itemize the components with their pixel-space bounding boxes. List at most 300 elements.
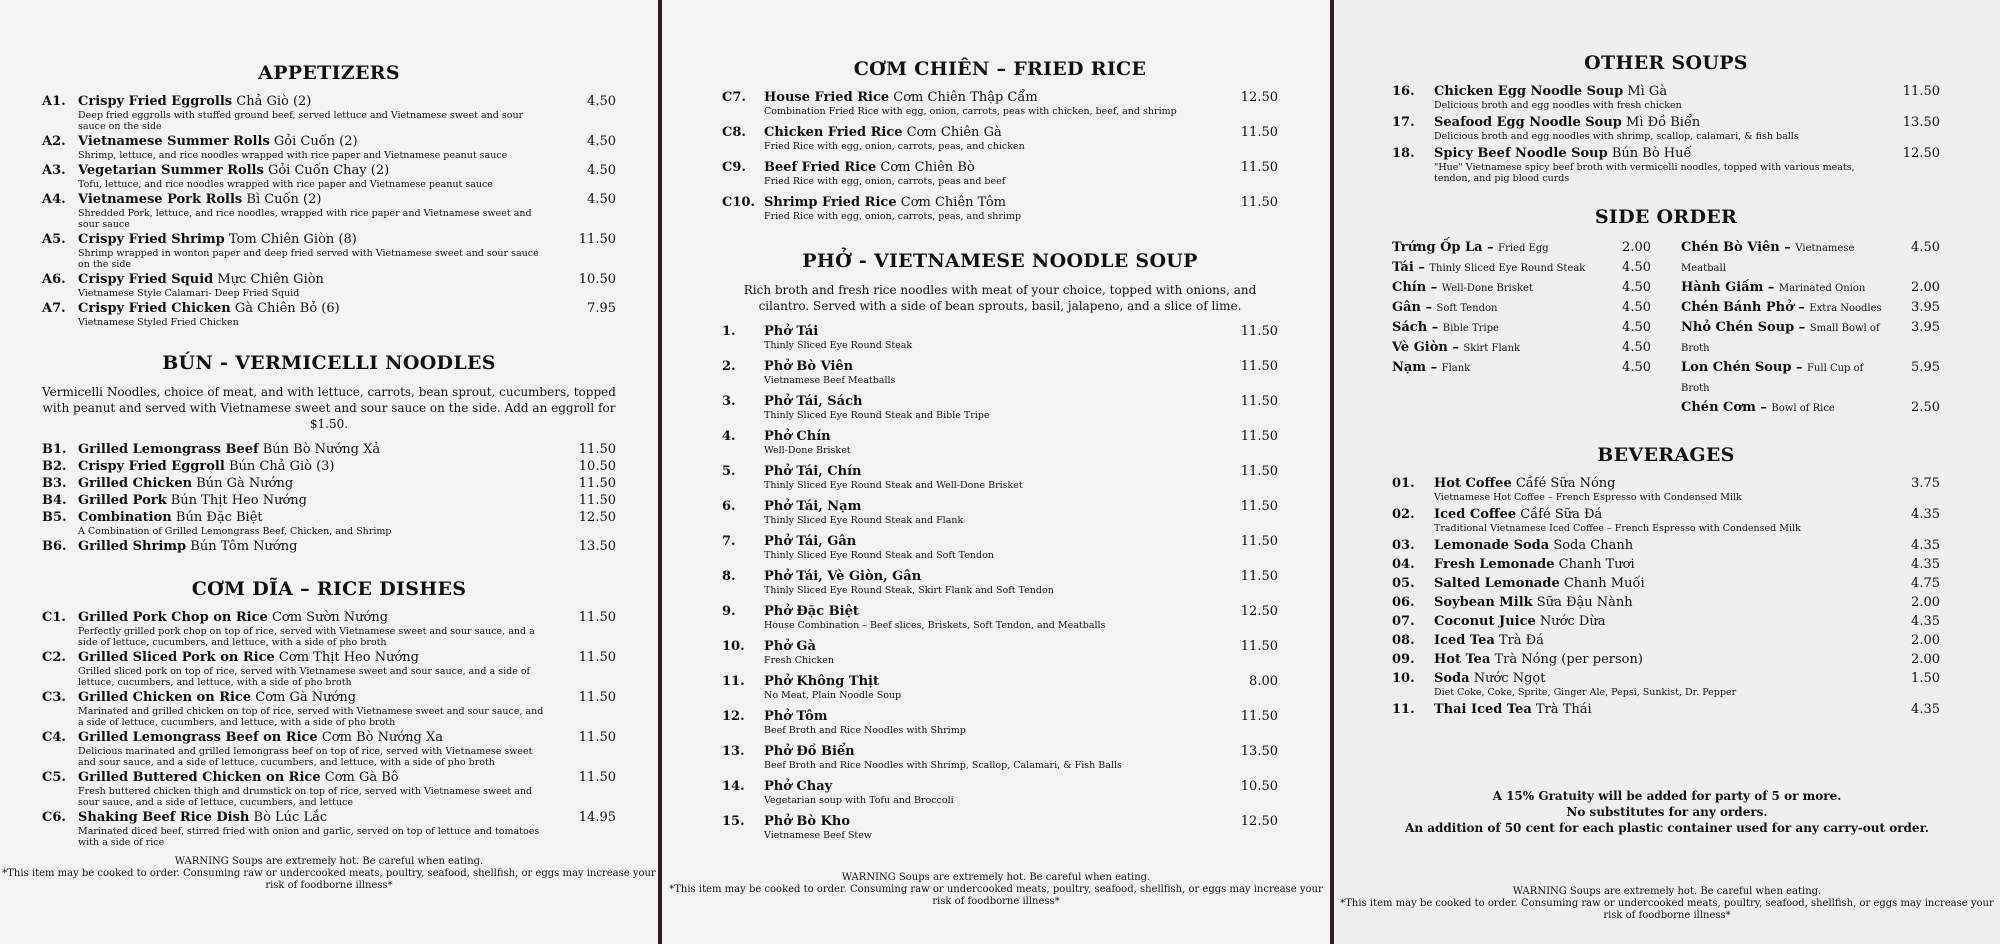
item-name: Phở Tái — [764, 324, 819, 339]
item-description: Beef Broth and Rice Noodles with Shrimp, Scallop, Calamari, & Fish Balls — [764, 760, 1122, 771]
side-item-name-wrap: Tái – Thinly Sliced Eye Round Steak — [1392, 260, 1586, 275]
beverages-title: BEVERAGES — [1597, 444, 1735, 466]
side-item-description: Full Cup of Broth — [1681, 363, 1864, 394]
menu-item — [722, 125, 1278, 152]
item-description: Shrimp wrapped in wonton paper and deep fried served with Vietnamese sweet and sour sauce on the side — [78, 248, 539, 270]
menu-item — [722, 160, 1278, 187]
menu-item — [42, 163, 616, 190]
menu-item — [722, 534, 1278, 561]
menu-item — [722, 394, 1278, 421]
menu-item — [1392, 614, 1940, 629]
menu-item — [42, 272, 616, 299]
side-item-name: Trứng Ốp La — [1392, 240, 1483, 255]
item-name: Chicken Egg Noodle Soup — [1434, 84, 1624, 99]
side-order-left — [1392, 238, 1651, 418]
menu-item — [42, 476, 616, 491]
page-1-footer — [0, 856, 658, 892]
item-body — [1434, 671, 1882, 698]
menu-item — [722, 814, 1278, 841]
notice — [1334, 788, 2000, 836]
item-code: A4. — [42, 192, 66, 207]
side-item-name: Lon Chén Soup — [1681, 360, 1792, 375]
item-name: Phở Đặc Biệt — [764, 604, 859, 619]
item-price: 12.50 — [578, 510, 616, 525]
item-body — [764, 324, 1220, 351]
side-item-name: Chén Bò Viên — [1681, 240, 1780, 255]
item-body — [78, 192, 558, 230]
side-item-price: 4.50 — [1622, 340, 1651, 355]
menu-item — [1392, 476, 1940, 503]
item-price: 4.35 — [1911, 507, 1940, 522]
item-price: 11.50 — [1240, 499, 1278, 514]
item-body — [78, 163, 558, 190]
item-code: B5. — [42, 510, 67, 525]
item-code: A5. — [42, 232, 66, 247]
item-body — [764, 569, 1220, 596]
substitutes-notice: No substitutes for any orders. — [1566, 805, 1768, 819]
item-viet-name: Mực Chiên Giòn — [217, 272, 324, 287]
menu-item — [42, 510, 616, 537]
bun-list — [42, 442, 616, 554]
menu-item — [722, 639, 1278, 666]
item-body — [1434, 702, 1882, 717]
side-item-name-wrap: Trứng Ốp La – Fried Egg — [1392, 240, 1549, 255]
item-viet-name: Sữa Đậu Nành — [1536, 595, 1633, 610]
item-price: 4.35 — [1911, 614, 1940, 629]
menu-item — [42, 493, 616, 508]
side-item — [1392, 318, 1651, 338]
menu-item — [42, 459, 616, 474]
item-description: Grilled sliced pork on top of rice, served with Vietnamese sweet and sour sauce, and a side of lettuce, cucumbers, and lettuce, with a side of pho broth — [78, 666, 531, 688]
item-price: 4.75 — [1911, 576, 1940, 591]
item-code: 8. — [722, 569, 736, 584]
menu-item — [42, 301, 616, 328]
item-body — [1434, 84, 1882, 111]
item-description: Beef Broth and Rice Noodles with Shrimp — [764, 725, 966, 736]
item-body — [764, 709, 1220, 736]
item-body — [78, 301, 558, 328]
pho-title: PHỞ - VIETNAMESE NOODLE SOUP — [802, 250, 1198, 272]
side-item-description: Flank — [1441, 363, 1471, 374]
item-description: "Hue" Vietnamese spicy beef broth with vermicelli noodles, topped with various meats, tendon, and pig blood curds — [1434, 162, 1855, 184]
item-viet-name: Chanh Tươi — [1558, 557, 1635, 572]
item-viet-name: Bò Lúc Lắc — [253, 810, 328, 825]
item-name: Spicy Beef Noodle Soup — [1434, 146, 1608, 161]
item-viet-name: Gỏi Cuốn (2) — [273, 134, 358, 149]
menu-item — [722, 499, 1278, 526]
item-code: 3. — [722, 394, 736, 409]
side-item — [1681, 278, 1940, 298]
item-body — [78, 510, 558, 537]
item-name: Thai Iced Tea — [1434, 702, 1532, 717]
menu-item — [42, 770, 616, 808]
item-name: Phở Gà — [764, 639, 816, 654]
item-code: 07. — [1392, 614, 1415, 629]
side-item-description: Skirt Flank — [1463, 343, 1521, 354]
item-code: C8. — [722, 125, 746, 140]
side-item-price: 2.50 — [1911, 400, 1940, 415]
side-item-price: 2.00 — [1911, 280, 1940, 295]
item-code: A7. — [42, 301, 66, 316]
side-item — [1681, 398, 1940, 418]
item-code: B3. — [42, 476, 67, 491]
item-body — [1434, 476, 1882, 503]
side-order-right — [1681, 238, 1940, 418]
item-viet-name: Gà Chiên Bỏ (6) — [234, 301, 340, 316]
item-price: 10.50 — [578, 272, 616, 287]
item-code: 11. — [1392, 702, 1415, 717]
item-price: 11.50 — [578, 730, 616, 745]
menu-item — [722, 359, 1278, 386]
item-price: 3.75 — [1911, 476, 1940, 491]
item-name: Grilled Shrimp — [78, 539, 187, 554]
item-body — [764, 779, 1220, 806]
item-price: 11.50 — [1902, 84, 1940, 99]
item-price: 11.50 — [578, 476, 616, 491]
side-item-name-wrap: Chén Cơm – Bowl of Rice — [1681, 400, 1835, 415]
item-code: 9. — [722, 604, 736, 619]
item-viet-name: Bún Chả Giò (3) — [228, 459, 335, 474]
item-body — [1434, 538, 1882, 553]
menu-item — [722, 674, 1278, 701]
item-viet-name: Cơm Sườn Nướng — [271, 610, 389, 625]
com-dia-title: CƠM DĨA – RICE DISHES — [191, 578, 467, 600]
item-description: Vietnamese Beef Meatballs — [764, 375, 896, 386]
item-code: 05. — [1392, 576, 1415, 591]
item-code: 4. — [722, 429, 736, 444]
item-viet-name: Bún Bò Nướng Xả — [262, 442, 381, 457]
item-viet-name: Mì Đồ Biển — [1626, 115, 1701, 130]
disclaimer-text: *This item may be cooked to order. Consuming raw or undercooked meats, poultry, seafood, shellfish, or eggs may increase your risk of foodborne illness* — [1340, 898, 1994, 921]
menu-item — [722, 779, 1278, 806]
item-name: Phở Tái, Chín — [764, 464, 862, 479]
warning-text: WARNING Soups are extremely hot. Be careful when eating. — [1512, 886, 1822, 897]
item-code: B4. — [42, 493, 67, 508]
item-viet-name: Nước Dừa — [1539, 614, 1606, 629]
disclaimer-text: *This item may be cooked to order. Consuming raw or undercooked meats, poultry, seafood, shellfish, or eggs may increase your risk of foodborne illness* — [2, 868, 656, 891]
item-viet-name: Bún Tôm Nướng — [190, 539, 298, 554]
item-price: 11.50 — [1240, 569, 1278, 584]
item-code: B1. — [42, 442, 67, 457]
item-price: 11.50 — [578, 770, 616, 785]
item-description: Diet Coke, Coke, Sprite, Ginger Ale, Pepsi, Sunkist, Dr. Pepper — [1434, 687, 1737, 698]
item-description: Vietnamese Hot Coffee – French Espresso with Condensed Milk — [1434, 492, 1742, 503]
pho-description: Rich broth and fresh rice noodles with meat of your choice, topped with onions, and cilantro. Served with a side of bean sprouts, basil, jalapeno, and a slice of lime. — [743, 283, 1257, 313]
item-viet-name: Cơm Chiên Tôm — [900, 195, 1006, 210]
item-code: 13. — [722, 744, 745, 759]
item-description: Fried Rice with egg, onion, carrots, peas, and chicken — [764, 141, 1025, 152]
item-name: Grilled Chicken — [78, 476, 193, 491]
item-viet-name: Gỏi Cuốn Chay (2) — [267, 163, 390, 178]
item-viet-name: Cơm Bò Nướng Xa — [321, 730, 443, 745]
item-name: Chicken Fried Rice — [764, 125, 903, 140]
item-description: Thinly Sliced Eye Round Steak and Bible Tripe — [764, 410, 990, 421]
side-item-name: Vè Giòn — [1392, 340, 1448, 355]
item-body — [1434, 576, 1882, 591]
item-name: Combination — [78, 510, 172, 525]
item-description: No Meat, Plain Noodle Soup — [764, 690, 902, 701]
item-body — [1434, 633, 1882, 648]
menu-page-3 — [1334, 0, 2000, 944]
appetizers-list — [42, 94, 616, 328]
item-description: Thinly Sliced Eye Round Steak and Soft Tendon — [764, 550, 994, 561]
item-name: Phở Tái, Gân — [764, 534, 857, 549]
item-price: 14.95 — [578, 810, 616, 825]
side-item — [1392, 298, 1651, 318]
item-name: Phở Tái, Nạm — [764, 499, 862, 514]
item-name: Grilled Sliced Pork on Rice — [78, 650, 275, 665]
item-price: 4.50 — [587, 192, 616, 207]
side-item-name-wrap: Sách – Bible Tripe — [1392, 320, 1499, 335]
item-body — [764, 499, 1220, 526]
item-price: 11.50 — [578, 442, 616, 457]
side-item-name: Chén Bánh Phở — [1681, 300, 1794, 315]
item-name: Phở Bò Viên — [764, 359, 854, 374]
side-item-name-wrap: Gân – Soft Tendon — [1392, 300, 1498, 315]
item-body — [78, 610, 558, 648]
item-code: 17. — [1392, 115, 1415, 130]
menu-item — [1392, 146, 1940, 184]
side-item — [1392, 338, 1651, 358]
item-name: House Fried Rice — [764, 90, 890, 105]
item-body — [764, 604, 1220, 631]
item-code: 10. — [722, 639, 745, 654]
item-viet-name: Nước Ngọt — [1473, 671, 1546, 686]
item-price: 11.50 — [1240, 709, 1278, 724]
item-price: 11.50 — [1240, 429, 1278, 444]
item-viet-name: Trà Nóng (per person) — [1494, 652, 1643, 667]
item-price: 4.35 — [1911, 702, 1940, 717]
item-description: Shredded Pork, lettuce, and rice noodles, wrapped with rice paper and Vietnamese sweet and sour sauce — [78, 208, 532, 230]
item-code: 04. — [1392, 557, 1415, 572]
item-price: 2.00 — [1911, 652, 1940, 667]
item-code: B6. — [42, 539, 67, 554]
item-code: C6. — [42, 810, 66, 825]
side-item-name: Chín — [1392, 280, 1427, 295]
item-viet-name: Mì Gà — [1627, 84, 1668, 99]
appetizers-title: APPETIZERS — [258, 62, 400, 84]
item-name: Phở Tôm — [764, 709, 828, 724]
side-item-name: Gân — [1392, 300, 1421, 315]
side-item-name-wrap: Chín – Well-Done Brisket — [1392, 280, 1533, 295]
container-notice: An addition of 50 cent for each plastic container used for any carry-out order. — [1405, 821, 1929, 835]
side-item-name-wrap: Chén Bánh Phở – Extra Noodles — [1681, 300, 1882, 315]
item-code: C9. — [722, 160, 746, 175]
menu-item — [1392, 633, 1940, 648]
item-description: Fried Rice with egg, onion, carrots, peas and beef — [764, 176, 1006, 187]
item-description: Delicious marinated and grilled lemongrass beef on top of rice, served with Vietnamese sweet and sour sauce, and a side of lettuce, cucumbers, and lettuce, with a side of pho broth — [78, 746, 533, 768]
menu-item — [1392, 507, 1940, 534]
side-item-price: 4.50 — [1622, 300, 1651, 315]
side-item-price: 4.50 — [1622, 320, 1651, 335]
menu-item — [42, 690, 616, 728]
item-body — [1434, 614, 1882, 629]
item-description: Delicious broth and egg noodles with shrimp, scallop, calamari, & fish balls — [1434, 131, 1799, 142]
item-name: Phở Tái, Vè Giòn, Gân — [764, 569, 922, 584]
item-code: 7. — [722, 534, 736, 549]
side-item-description: Thinly Sliced Eye Round Steak — [1429, 263, 1586, 274]
side-order-grid — [1392, 238, 1940, 418]
item-code: 12. — [722, 709, 745, 724]
item-name: Phở Bò Kho — [764, 814, 851, 829]
item-name: Crispy Fried Chicken — [78, 301, 231, 316]
menu-item — [1392, 115, 1940, 142]
item-price: 11.50 — [1240, 394, 1278, 409]
side-item-description: Fried Egg — [1498, 243, 1549, 254]
item-name: Coconut Juice — [1434, 614, 1536, 629]
side-item-description: Well-Done Brisket — [1441, 283, 1533, 294]
item-body — [78, 134, 558, 161]
side-item-name: Nhỏ Chén Soup — [1681, 320, 1795, 335]
item-body — [764, 464, 1220, 491]
item-name: Soda — [1434, 671, 1470, 686]
side-item-price: 4.50 — [1622, 260, 1651, 275]
side-item-name: Nạm — [1392, 360, 1427, 375]
item-name: Crispy Fried Eggroll — [78, 459, 225, 474]
item-description: Vegetarian soup with Tofu and Broccoli — [764, 795, 954, 806]
warning-text: WARNING Soups are extremely hot. Be careful when eating. — [841, 872, 1151, 883]
side-item — [1392, 278, 1651, 298]
side-item — [1681, 358, 1940, 398]
item-viet-name: Trà Đá — [1498, 633, 1544, 648]
item-viet-name: Bún Thịt Heo Nướng — [170, 493, 307, 508]
item-code: C7. — [722, 90, 746, 105]
item-price: 11.50 — [578, 610, 616, 625]
item-description: Deep fried eggrolls with stuffed ground beef, served lettuce and Vietnamese sweet and sour sauce on the side — [78, 110, 524, 132]
item-code: C4. — [42, 730, 66, 745]
item-body — [1434, 146, 1882, 184]
menu-item — [722, 464, 1278, 491]
item-body — [764, 639, 1220, 666]
item-name: Iced Tea — [1434, 633, 1495, 648]
item-body — [78, 493, 558, 508]
item-body — [764, 814, 1220, 841]
item-description: Tofu, lettuce, and rice noodles wrapped with rice paper and Vietnamese peanut sauce — [78, 179, 493, 190]
menu-item — [722, 569, 1278, 596]
item-name: Shrimp Fried Rice — [764, 195, 897, 210]
item-description: Vietnamese Beef Stew — [764, 830, 872, 841]
item-code: 15. — [722, 814, 745, 829]
side-item-name-wrap: Hành Giấm – Marinated Onion — [1681, 280, 1866, 295]
item-viet-name: Cơm Chiên Gà — [906, 125, 1002, 140]
side-item-description: Bible Tripe — [1442, 323, 1499, 334]
item-description: A Combination of Grilled Lemongrass Beef, Chicken, and Shrimp — [78, 526, 392, 537]
item-viet-name: Cơm Thịt Heo Nướng — [278, 650, 419, 665]
item-price: 11.50 — [1240, 464, 1278, 479]
item-code: C3. — [42, 690, 66, 705]
menu-item — [722, 709, 1278, 736]
item-body — [764, 359, 1220, 386]
side-order-title: SIDE ORDER — [1594, 206, 1738, 228]
item-code: A6. — [42, 272, 66, 287]
menu-item — [42, 810, 616, 848]
item-code: B2. — [42, 459, 67, 474]
item-name: Vietnamese Pork Rolls — [78, 192, 243, 207]
item-body — [764, 160, 1220, 187]
side-item — [1392, 238, 1651, 258]
item-price: 11.50 — [1240, 160, 1278, 175]
item-name: Seafood Egg Noodle Soup — [1434, 115, 1622, 130]
side-item — [1681, 238, 1940, 278]
item-name: Phở Tái, Sách — [764, 394, 863, 409]
item-viet-name: Soda Chanh — [1553, 538, 1634, 553]
side-item-description: Extra Noodles — [1809, 303, 1882, 314]
menu-item — [1392, 671, 1940, 698]
item-description: Marinated diced beef, stirred fried with onion and garlic, served on top of lettuce and tomatoes with a side of rice — [78, 826, 540, 848]
item-body — [764, 125, 1220, 152]
item-description: Thinly Sliced Eye Round Steak — [764, 340, 913, 351]
side-item-name: Tái — [1392, 260, 1414, 275]
item-code: A1. — [42, 94, 66, 109]
item-price: 12.50 — [1240, 814, 1278, 829]
item-price: 13.50 — [1240, 744, 1278, 759]
item-name: Soybean Milk — [1434, 595, 1533, 610]
gratuity-notice: A 15% Gratuity will be added for party of 5 or more. — [1492, 789, 1842, 803]
menu-item — [42, 442, 616, 457]
other-soups-title: OTHER SOUPS — [1584, 52, 1748, 74]
item-price: 8.00 — [1249, 674, 1278, 689]
item-body — [78, 459, 558, 474]
menu-item — [42, 232, 616, 270]
menu-item — [1392, 652, 1940, 667]
item-name: Crispy Fried Eggrolls — [78, 94, 233, 109]
item-viet-name: Cầfé Sữa Nóng — [1515, 476, 1616, 491]
menu-page-2 — [662, 0, 1330, 944]
item-price: 2.00 — [1911, 633, 1940, 648]
item-code: 14. — [722, 779, 745, 794]
side-item-description: Marinated Onion — [1778, 283, 1866, 294]
item-price: 13.50 — [578, 539, 616, 554]
side-item — [1681, 298, 1940, 318]
item-description: Thinly Sliced Eye Round Steak, Skirt Flank and Soft Tendon — [764, 585, 1054, 596]
item-code: A2. — [42, 134, 66, 149]
item-viet-name: Cầfé Sữa Đá — [1520, 507, 1603, 522]
menu-item — [42, 650, 616, 688]
side-item-price: 4.50 — [1622, 360, 1651, 375]
item-body — [1434, 595, 1882, 610]
item-code: 09. — [1392, 652, 1415, 667]
item-code: C2. — [42, 650, 66, 665]
item-code: A3. — [42, 163, 66, 178]
item-body — [1434, 557, 1882, 572]
item-description: Delicious broth and egg noodles with fresh chicken — [1434, 100, 1682, 111]
side-item-name-wrap: Chén Bò Viên – Vietnamese Meatball — [1681, 240, 1855, 274]
menu-item — [722, 324, 1278, 351]
item-name: Grilled Lemongrass Beef on Rice — [78, 730, 318, 745]
pho-list — [722, 324, 1278, 841]
item-name: Phở Chay — [764, 779, 833, 794]
item-body — [1434, 115, 1882, 142]
side-item-name: Chén Cơm — [1681, 400, 1756, 415]
item-body — [764, 534, 1220, 561]
item-viet-name: Cơm Gà Bô — [324, 770, 399, 785]
item-price: 11.50 — [1240, 534, 1278, 549]
item-code: 2. — [722, 359, 736, 374]
item-description: Thinly Sliced Eye Round Steak and Well-Done Brisket — [764, 480, 1023, 491]
menu-item — [42, 730, 616, 768]
item-code: 6. — [722, 499, 736, 514]
item-description: Perfectly grilled pork chop on top of rice, served with Vietnamese sweet and sour sauce, and a side of lettuce, cucumbers, and lettuce, with a side of pho broth — [78, 626, 535, 648]
item-code: 06. — [1392, 595, 1415, 610]
item-name: Phở Đồ Biển — [764, 744, 855, 759]
com-chien-list — [722, 90, 1278, 222]
item-name: Fresh Lemonade — [1434, 557, 1555, 572]
item-viet-name: Bún Gà Nướng — [196, 476, 294, 491]
item-name: Crispy Fried Shrimp — [78, 232, 225, 247]
item-code: C5. — [42, 770, 66, 785]
item-body — [78, 272, 558, 299]
item-price: 11.50 — [1240, 324, 1278, 339]
